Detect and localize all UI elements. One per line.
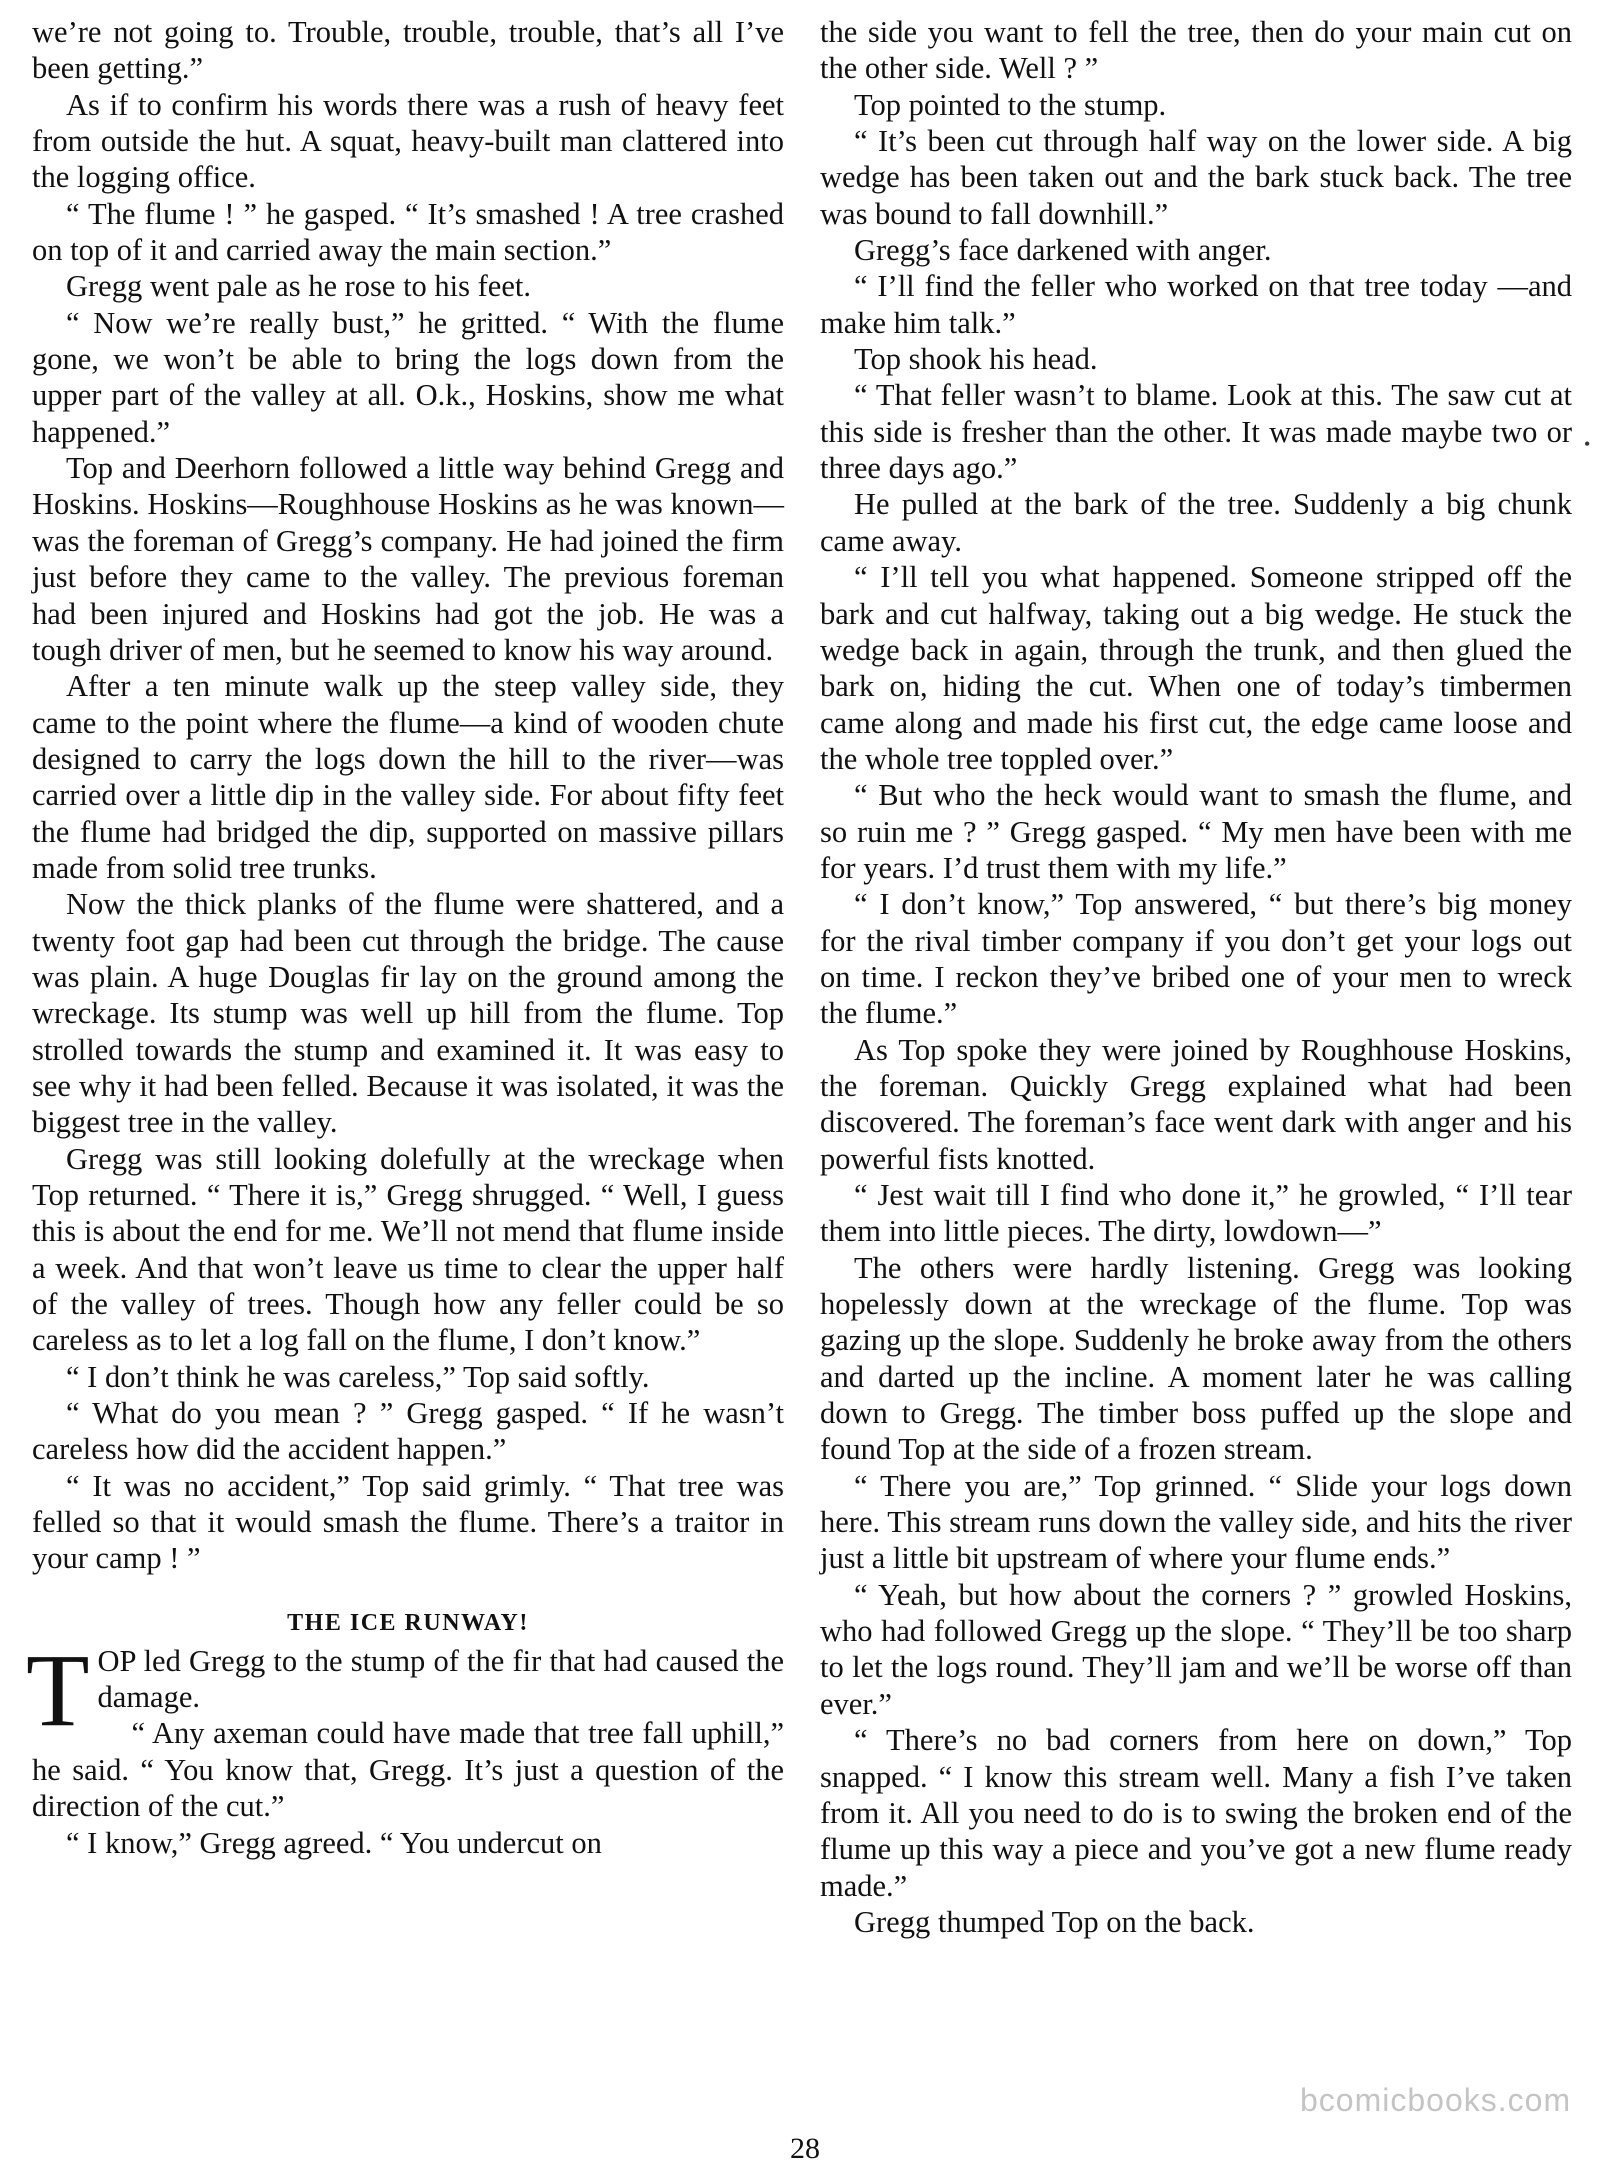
paragraph: The others were hardly listening. Gregg was looking hopelessly down at the wreckage of the flume. Top was gazing up the slope. Suddenly he broke away from the others and darted up the incline. A moment later he was calling down to Gregg. The timber boss puffed up the slope and found Top at the side of a frozen stream. <box>820 1250 1572 1467</box>
paragraph: He pulled at the bark of the tree. Suddenly a big chunk came away. <box>820 487 1572 558</box>
paragraph: Top pointed to the stump. <box>854 87 1167 122</box>
paragraph: “ I don’t think he was careless,” Top said softly. <box>66 1359 650 1394</box>
paragraph: we’re not going to. Trouble, trouble, trouble, that’s all I’ve been getting.” <box>32 15 784 86</box>
paragraph: “ I’ll tell you what happened. Someone stripped off the bark and cut halfway, taking out a big wedge. He stuck the wedge back in again, through the trunk, and then glued the bark on, hiding the cut. When one of today’s timbermen came along and made his first cut, the edge came loose and the whole tree toppled over.” <box>820 560 1572 776</box>
paragraph: the side you want to fell the tree, then do your main cut on the other side. Well ? ” <box>820 15 1572 86</box>
paragraph: “ I don’t know,” Top answered, “ but there’s big money for the rival timber company if you don’t get your logs out on time. I reckon they’ve bribed one of your men to wreck the flume.” <box>820 887 1572 1031</box>
paragraph: “ It was no accident,” Top said grimly. “ That tree was felled so that it would smash the flume. There’s a traitor in your camp ! ” <box>32 1468 784 1576</box>
paragraph: “ There you are,” Top grinned. “ Slide your logs down here. This stream runs down the valley side, and hits the river just a little bit upstream of where your flume ends.” <box>820 1468 1572 1576</box>
paragraph: As Top spoke they were joined by Roughhouse Hoskins, the foreman. Quickly Gregg explained what had been discovered. The foreman’s face went dark with anger and his powerful fists knotted. <box>820 1032 1572 1176</box>
paragraph: “ What do you mean ? ” Gregg gasped. “ If he wasn’t careless how did the accident happen.” <box>32 1396 784 1467</box>
paragraph: “ It’s been cut through half way on the lower side. A big wedge has been taken out and the bark stuck back. The tree was bound to fall downhill.” <box>820 124 1572 231</box>
paragraph: Gregg went pale as he rose to his feet. <box>66 269 531 304</box>
right-column <box>820 14 1572 1940</box>
paragraph: Gregg’s face darkened with anger. <box>854 233 1272 268</box>
left-column <box>26 14 784 1861</box>
paragraph: “ The flume ! ” he gasped. “ It’s smashed ! A tree crashed on top of it and carried away the main section.” <box>32 196 784 268</box>
paragraph: “ But who the heck would want to smash the flume, and so ruin me ? ” Gregg gasped. “ My men have been with me for years. I’d trust them with my life.” <box>820 778 1572 885</box>
paragraph: Gregg was still looking dolefully at the wreckage when Top returned. “ There it is,” Gregg shrugged. “ Well, I guess this is about the end for me. We’ll not mend that flume inside a week. And that won’t leave us time to clear the upper half of the valley of trees. Though how any feller could be so careless as to let a log fall on the flume, I don’t know.” <box>32 1141 784 1358</box>
dropcap-paragraph <box>26 1632 784 1748</box>
paragraph: “ Jest wait till I find who done it,” he growled, “ I’ll tear them into little pieces. The dirty, lowdown—” <box>820 1178 1572 1249</box>
paragraph: “ Any axeman could have made that tree fall uphill,” he said. “ You know that, Gregg. It’s just a question of the direction of the cut.” <box>32 1716 784 1824</box>
paragraph: Now the thick planks of the flume were shattered, and a twenty foot gap had been cut through the bridge. The cause was plain. A huge Douglas fir lay on the ground among the wreckage. Its stump was well up hill from the flume. Top strolled towards the stump and examined it. It was easy to see why it had been felled. Because it was isolated, it was the biggest tree in the valley. <box>32 887 784 1140</box>
paragraph: “ There’s no bad corners from here on down,” Top snapped. “ I know this stream well. Many a fish I’ve taken from it. All you need to do is to swing the broken end of the flume up this way a piece and you’ve got a new flume ready made.” <box>820 1723 1572 1903</box>
paragraph: After a ten minute walk up the steep valley side, they came to the point where the flume—a kind of wooden chute designed to carry the logs down the hill to the river—was carried over a little dip in the valley side. For about fifty feet the flume had bridged the dip, supported on massive pillars made from solid tree trunks. <box>32 669 784 885</box>
paragraph: “ I’ll find the feller who worked on that tree today —and make him talk.” <box>820 269 1572 340</box>
dropcap-paragraph-text: OP led Gregg to the stump of the fir that had caused the damage. <box>97 1643 784 1715</box>
paragraph: “ I know,” Gregg agreed. “ You undercut on <box>66 1825 602 1860</box>
paragraph: “ That feller wasn’t to blame. Look at this. The saw cut at this side is fresher than the other. It was made maybe two or three days ago.” <box>820 378 1572 486</box>
paragraph: “ Now we’re really bust,” he gritted. “ With the flume gone, we won’t be able to bring the logs down from the upper part of the valley at all. O.k., Hoskins, show me what happened.” <box>32 305 784 449</box>
paragraph: Gregg thumped Top on the back. <box>854 1904 1255 1939</box>
paragraph: Top and Deerhorn followed a little way behind Gregg and Hoskins. Hoskins—Roughhouse Hoskins as he was known—was the foreman of Gregg’s company. He had joined the firm just before they came to the valley. The previous foreman had been injured and Hoskins had got the job. He was a tough driver of men, but he seemed to know his way around. <box>32 451 784 667</box>
paragraph: “ Yeah, but how about the corners ? ” growled Hoskins, who had followed Gregg up the slope. “ They’ll be too sharp to let the logs round. They’ll jam and we’ll be worse off than ever.” <box>820 1577 1572 1721</box>
paragraph: As if to confirm his words there was a rush of heavy feet from outside the hut. A squat, heavy-built man clattered into the logging office. <box>32 87 784 195</box>
paragraph: Top shook his head. <box>854 342 1098 377</box>
print-speck: • <box>1584 434 1591 454</box>
watermark: bcomicbooks.com <box>1300 2082 1572 2118</box>
section-heading: THE ICE RUNWAY! <box>287 1609 529 1636</box>
page-number: 28 <box>790 2132 820 2165</box>
dropcap-letter: T <box>26 1632 90 1748</box>
